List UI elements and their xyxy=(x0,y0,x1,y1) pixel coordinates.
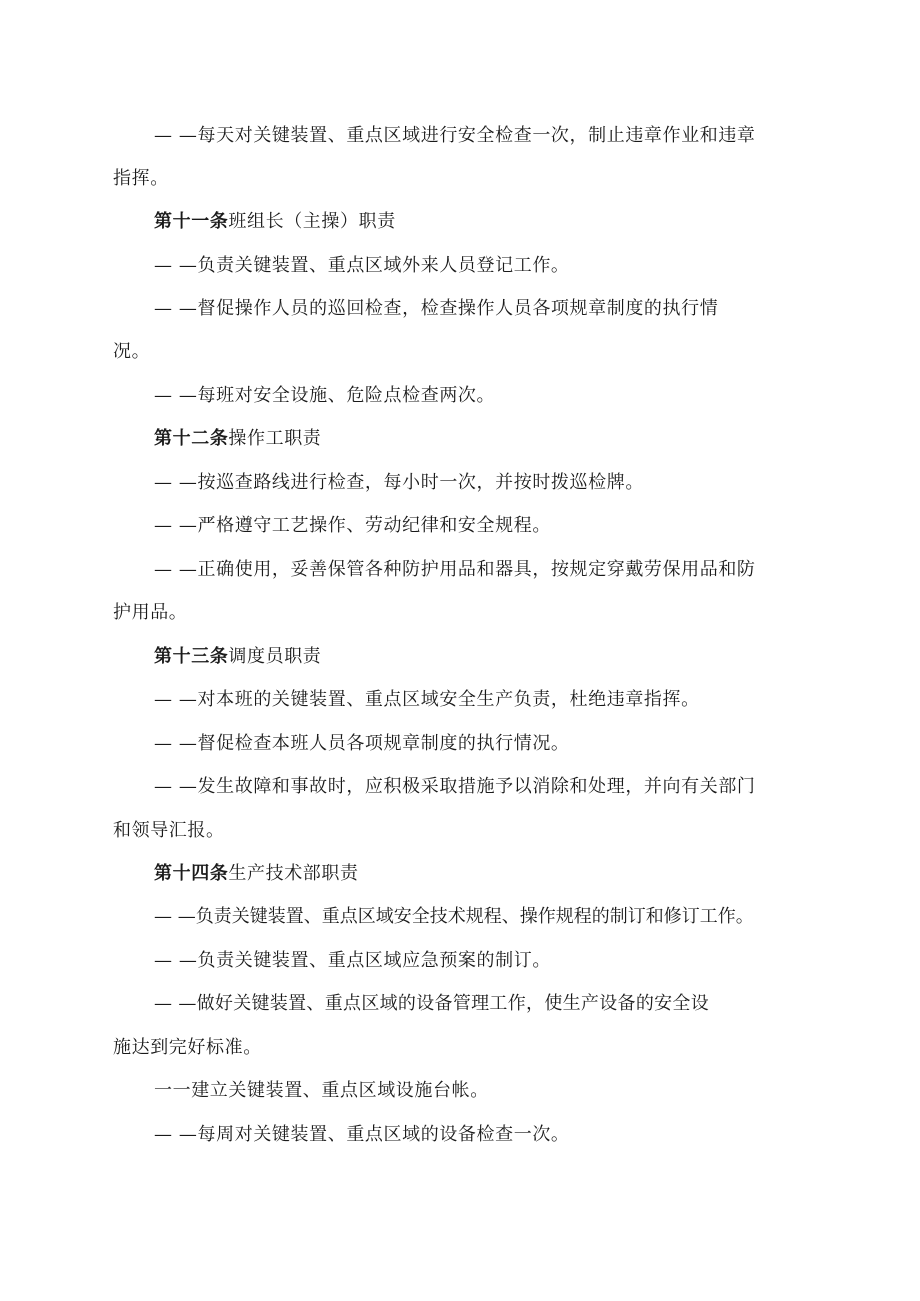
duty-item: — —负责关键装置、重点区域安全技术规程、操作规程的制订和修订工作。 xyxy=(154,906,754,927)
duty-item: — —做好关键装置、重点区域的设备管理工作，使生产设备的安全设 xyxy=(154,993,710,1014)
article-number: 第十二条 xyxy=(154,428,229,449)
duty-item-continuation: 施达到完好标准。 xyxy=(113,1037,262,1058)
duty-item: — —正确使用，妥善保管各种防护用品和器具，按规定穿戴劳保用品和防 xyxy=(154,559,756,580)
duty-item: — —每班对安全设施、危险点检查两次。 xyxy=(154,385,496,406)
duty-item: — —发生故障和事故时，应积极采取措施予以消除和处理，并向有关部门 xyxy=(154,776,756,797)
duty-item: — —督促检查本班人员各项规章制度的执行情况。 xyxy=(154,733,570,754)
duty-item: — —每天对关键装置、重点区域进行安全检查一次，制止违章作业和违章 xyxy=(154,125,756,146)
duty-item-continuation: 指挥。 xyxy=(113,168,169,189)
duty-item-continuation: 和领导汇报。 xyxy=(113,820,225,841)
article-title: 调度员职责 xyxy=(228,646,322,667)
article-heading xyxy=(154,863,359,885)
duty-item-continuation: 况。 xyxy=(113,341,151,362)
duty-item: — —对本班的关键装置、重点区域安全生产负责，杜绝违章指挥。 xyxy=(154,689,700,710)
duty-item: — —督促操作人员的巡回检查，检查操作人员各项规章制度的执行情 xyxy=(154,298,719,319)
article-heading xyxy=(154,428,321,450)
article-heading xyxy=(154,211,396,233)
article-title: 班组长（主操）职责 xyxy=(228,211,396,232)
article-title: 操作工职责 xyxy=(228,428,322,449)
article-title: 生产技术部职责 xyxy=(228,863,359,884)
duty-item: 一一建立关键装置、重点区域设施台帐。 xyxy=(154,1080,489,1101)
article-number: 第十一条 xyxy=(154,211,229,232)
article-number: 第十三条 xyxy=(154,646,229,667)
duty-item: — —严格遵守工艺操作、劳动纪律和安全规程。 xyxy=(154,515,551,536)
article-number: 第十四条 xyxy=(154,863,229,884)
duty-item: — —负责关键装置、重点区域应急预案的制订。 xyxy=(154,950,551,971)
duty-item: — —负责关键装置、重点区域外来人员登记工作。 xyxy=(154,255,570,276)
article-heading xyxy=(154,646,321,668)
duty-item-continuation: 护用品。 xyxy=(113,602,188,623)
duty-item: — —每周对关键装置、重点区域的设备检查一次。 xyxy=(154,1124,570,1145)
duty-item: — —按巡查路线进行检查，每小时一次，并按时拨巡检牌。 xyxy=(154,472,644,493)
